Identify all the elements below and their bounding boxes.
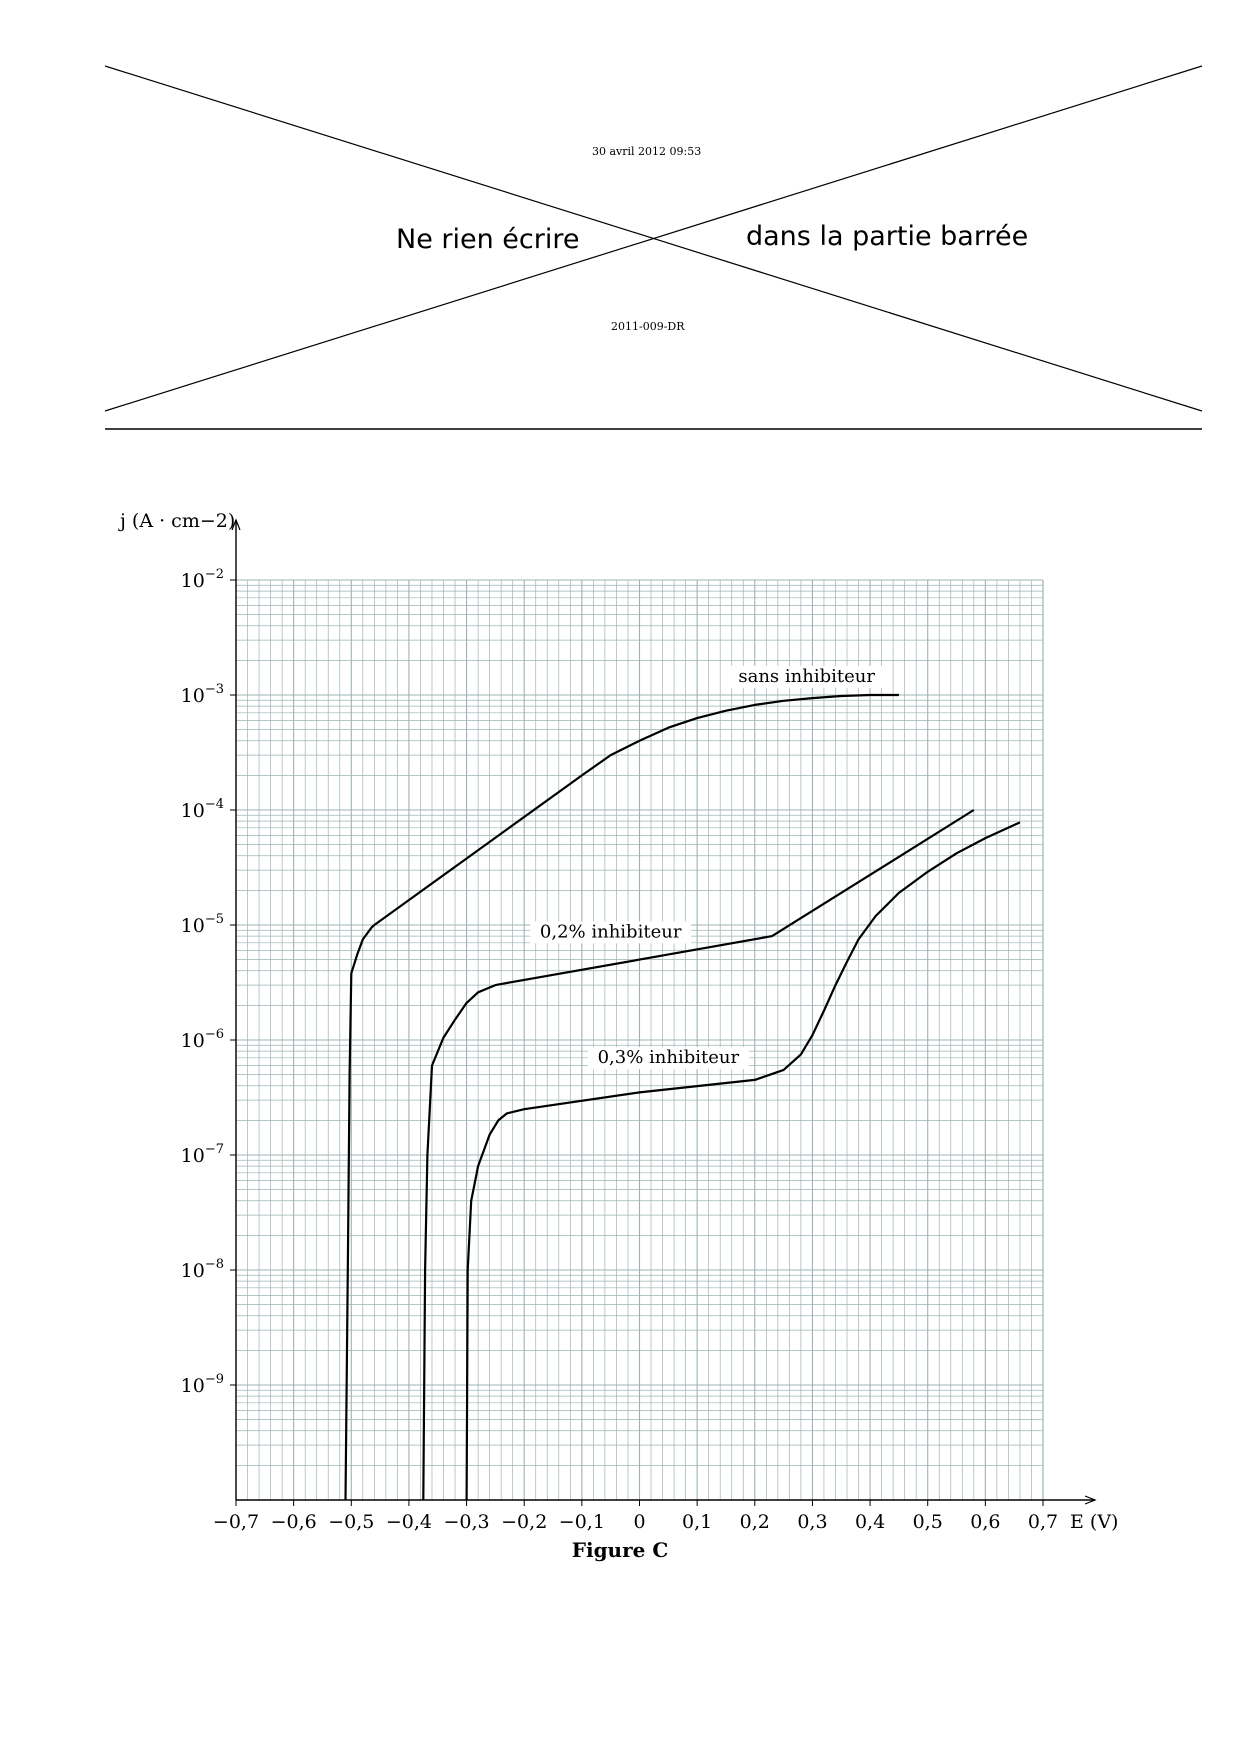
x-tick-label: 0,4: [854, 1511, 886, 1533]
notice-left: Ne rien écrire: [396, 224, 580, 255]
x-tick-label: −0,2: [501, 1511, 548, 1533]
x-axis-title: E (V): [1070, 1511, 1119, 1533]
x-tick-label: 0,2: [739, 1511, 770, 1533]
document-code: 2011-009-DR: [611, 320, 685, 333]
y-tick-label: $10^{-3}$: [180, 682, 224, 707]
notice-right: dans la partie barrée: [746, 221, 1029, 252]
series-curve-1: [346, 695, 899, 1500]
x-tick-label: −0,7: [212, 1511, 260, 1533]
chart-series: [346, 695, 1020, 1500]
y-axis-title: j (A · cm−2): [120, 510, 236, 532]
y-tick-label: $10^{-2}$: [180, 567, 224, 592]
x-tick-label: −0,4: [385, 1511, 432, 1533]
figure-caption: Figure C: [571, 1538, 669, 1562]
y-tick-label: $10^{-8}$: [180, 1257, 224, 1282]
y-tick-label: $10^{-7}$: [180, 1142, 224, 1167]
print-timestamp: 30 avril 2012 09:53: [592, 145, 702, 158]
curve-label-1: sans inhibiteur: [738, 665, 875, 687]
x-tick-label: −0,1: [558, 1511, 605, 1533]
x-tick-label: −0,6: [270, 1511, 317, 1533]
y-tick-label: $10^{-6}$: [180, 1027, 224, 1052]
x-tick-label: 0: [633, 1511, 646, 1533]
x-tick-label: −0,5: [328, 1511, 375, 1533]
curve-label-2: 0,2% inhibiteur: [539, 921, 682, 943]
x-tick-label: 0,5: [912, 1511, 943, 1533]
y-tick-label: $10^{-9}$: [180, 1372, 224, 1397]
x-tick-label: −0,3: [443, 1511, 490, 1533]
x-tick-label: 0,6: [970, 1511, 1001, 1533]
x-tick-label: 0,1: [682, 1511, 713, 1533]
y-tick-label: $10^{-4}$: [180, 797, 224, 822]
chart-labels: [118, 510, 1118, 1533]
x-tick-label: 0,7: [1027, 1511, 1059, 1533]
chart-grid: [236, 580, 1043, 1500]
x-tick-label: 0,3: [797, 1511, 828, 1533]
y-tick-label: $10^{-5}$: [180, 912, 224, 937]
curve-label-3: 0,3% inhibiteur: [597, 1047, 740, 1069]
